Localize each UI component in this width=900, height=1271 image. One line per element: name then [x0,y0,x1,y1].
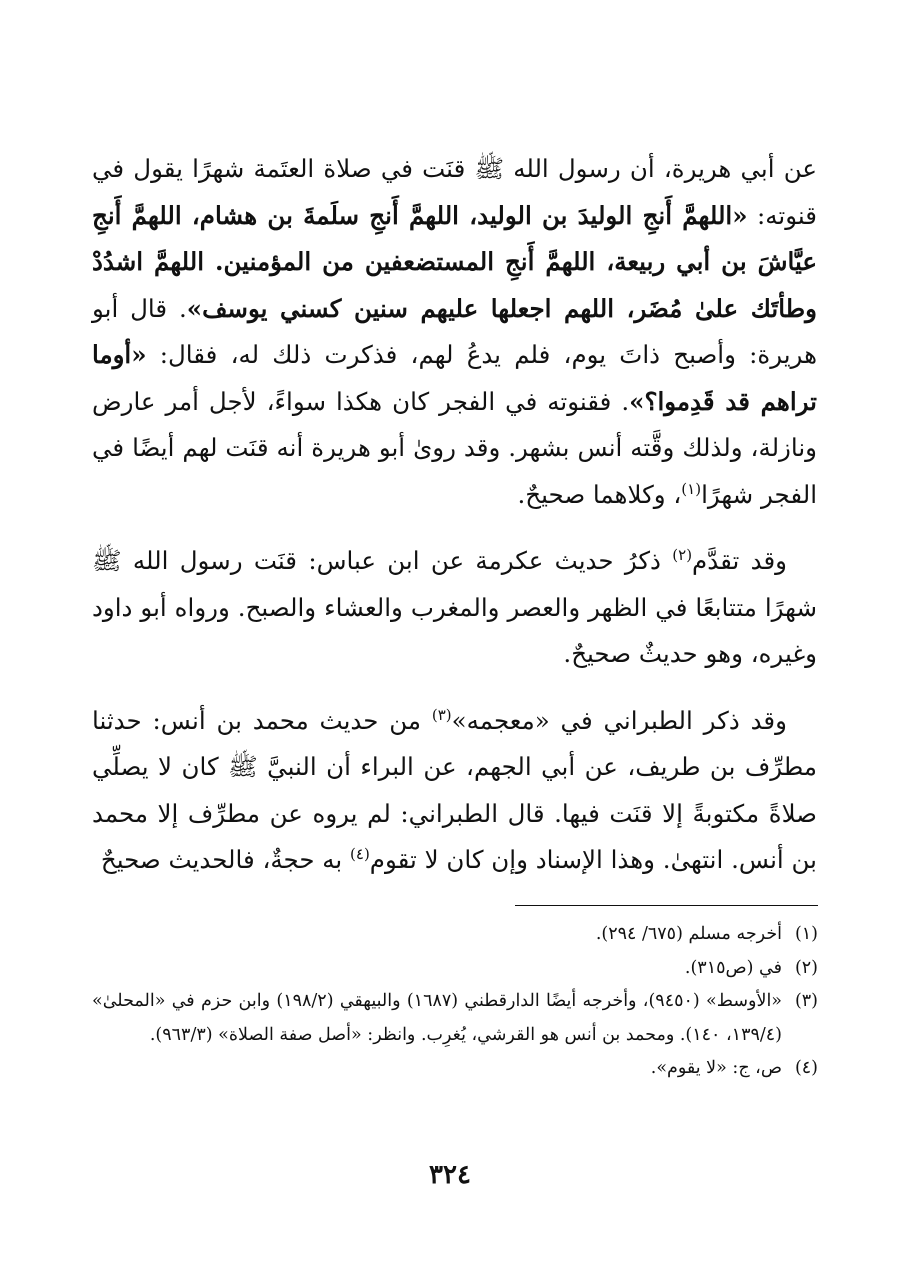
footnote-ref: (١) [681,479,702,498]
footnote-number: (٣) [794,991,818,1011]
footnote-ref: (٤) [350,844,370,863]
footnote-ref: (٢) [672,545,693,564]
bold-text-segment: «اللهمَّ أَنجِ الوليدَ بن الوليد، اللهمَّ أَنجِ سلَمةَ بن هشام، اللهمَّ أَنجِ عيَّاشَ بن أبي ربيعة، اللهمَّ أَنجِ المستضعفين من المؤمنين. اللهمَّ اشدُدْ وطأتَك علىٰ مُضَر، اللهم اجعلها عليهم سنين كسني يوسف» [92,200,817,323]
paragraph-3 [92,698,817,884]
footnote-separator [515,905,818,906]
paragraph-1 [92,146,817,518]
text-segment: وقد ذكر الطبراني في «معجمه» [451,705,787,735]
footnote-3 [92,985,818,1052]
bold-text-segment: «أوما تراهم قد قَدِموا؟» [92,340,817,416]
text-segment: ذكرُ حديث عكرمة عن ابن عباس: قنَت رسول الله ﷺ شهرًا متتابعًا في الظهر والعصر والمغرب والعشاء والصبح. ورواه أبو داود وغيره، وهو حديثٌ صحيحٌ. [92,546,817,668]
footnote-number: (٢) [794,957,818,978]
footnote-text: أخرجه مسلم (٦٧٥/ ٢٩٤). [595,924,782,944]
text-segment: من حديث محمد بن أنس: حدثنا مطرِّف بن طريف، عن أبي الجهم، عن البراء أن النبيَّ ﷺ كان لا يصلِّي صلاةً مكتوبةً إلا قنَت فيها. قال الطبراني: لم يروه عن مطرِّف إلا محمد بن أنس. انتهىٰ. وهذا الإسناد وإن كان لا تقوم [92,705,817,874]
page-number: ٣٢٤ [429,1160,471,1190]
text-segment: . فقنوته في الفجر كان هكذا سواءً، لأجل أمر عارض ونازلة، ولذلك وقَّته أنس بشهر. وقد روىٰ أبو هريرة أنه قنَت لهم أيضًا في الفجر شهرًا [92,386,817,509]
footnotes [92,918,818,1086]
footnote-2 [92,952,818,986]
footnote-4 [92,1052,818,1086]
footnote-1 [92,918,818,952]
text-segment: وقد تقدَّم [692,546,787,575]
footnote-text: «الأوسط» (٩٤٥٠)، وأخرجه أيضًا الدارقطني (١٦٨٧) والبيهقي (١٩٨/٢) وابن حزم في «المحلىٰ» (١٣٩/٤، ١٤٠). ومحمد بن أنس هو القرشي، يُغرِب. وانظر: «أصل صفة الصلاة» (٩٦٣/٣). [92,991,783,1045]
footnote-number: (١) [794,924,818,944]
footnote-ref: (٣) [431,705,452,724]
footnote-text: ص، ج: «لا يقوم». [650,1058,782,1078]
text-segment: ، وكلاهما صحيحٌ. [517,479,682,509]
main-text [92,146,817,884]
paragraph-2 [92,538,817,678]
text-segment: عن أبي هريرة، أن رسول الله ﷺ قنَت في صلاة العتَمة شهرًا يقول في قنوته: [92,154,817,230]
text-segment: به حجةٌ، فالحديث صحيحٌ [100,845,351,874]
text-segment: . قال أبو هريرة: وأصبح ذاتَ يوم، فلم يدعُ لهم، فذكرت ذلك له، فقال: [92,293,817,369]
footnote-number: (٤) [794,1058,818,1078]
footnote-text: في (ص٣١٥). [684,957,782,978]
